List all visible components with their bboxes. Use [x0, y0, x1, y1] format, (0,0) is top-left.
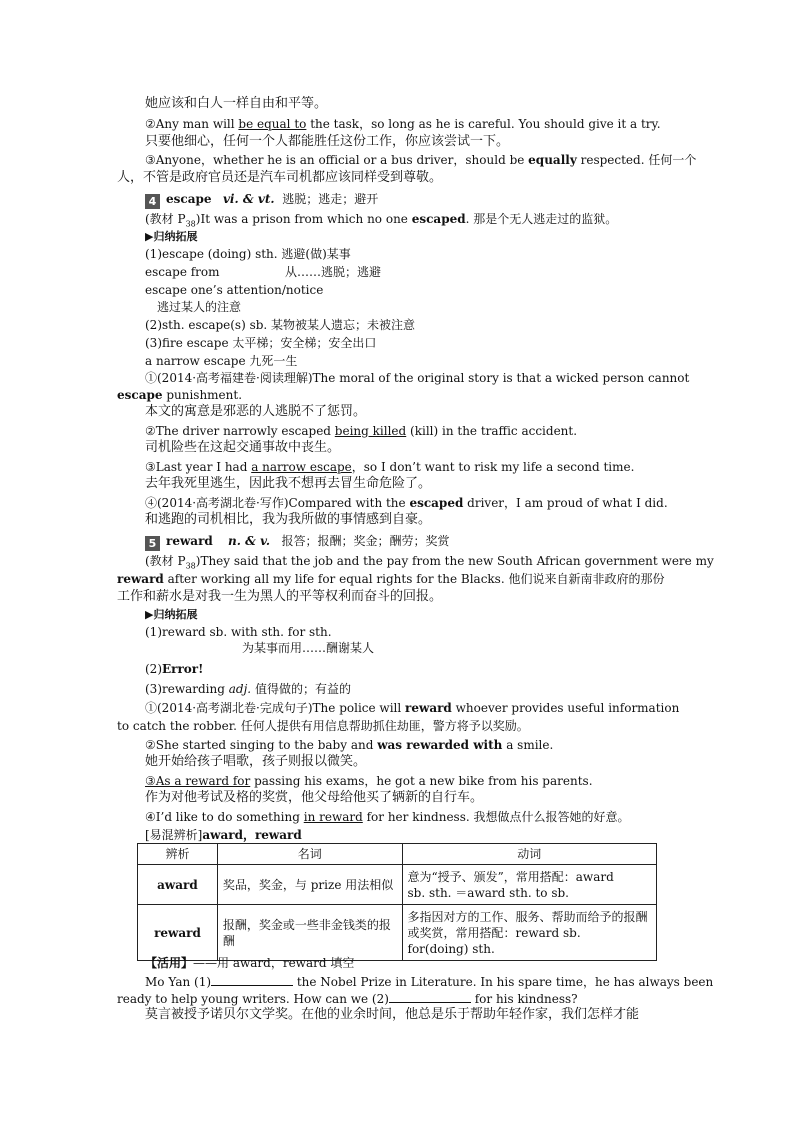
example-sentence: ④(2014·高考湖北卷·写作)Compared with the escaped driver，I am proud of what I did. [145, 496, 668, 510]
example-sentence: escape punishment. [117, 388, 243, 402]
table-cell-verb: 多指因对方的工作、服务、帮助而给予的报酬或奖赏，常用搭配：reward sb. for(doing) sth. [402, 905, 657, 961]
number-badge: 5 [145, 536, 160, 551]
entry-heading: 4 escape vi. & vt. 逃脱；逃走；避开 [145, 191, 378, 209]
phrase-line: escape from [145, 265, 220, 279]
text-line: 她应该和白人一样自由和平等。 [145, 96, 328, 111]
table-cell-verb: 意为“授予、颁发”，常用搭配：award sb. sth. ＝award sth. to sb. [402, 865, 657, 905]
phrase-meaning: 为某事而用……酬谢某人 [242, 641, 375, 655]
table-header: 动词 [402, 844, 657, 865]
answer-blank[interactable] [389, 990, 471, 1003]
phrase-line: (3)fire escape 太平梯；安全梯；安全出口 [145, 336, 377, 350]
example-translation: 和逃跑的司机相比，我为我所做的事情感到自豪。 [145, 512, 432, 527]
table-cell-word: award [138, 865, 218, 905]
example-sentence: ③Last year I had a narrow escape，so I don’t want to risk my life a second time. [145, 460, 635, 474]
table-cell-noun: 奖品，奖金，与 prize 用法相似 [217, 865, 402, 905]
example-translation: 她开始给孩子唱歌，孩子则报以微笑。 [145, 754, 367, 769]
example-sentence: ②Any man will be equal to the task，so long as he is careful. You should give it a try. [145, 117, 661, 131]
example-translation: 去年我死里逃生，因此我不想再去冒生命危险了。 [145, 476, 432, 491]
phrase-line: (1)reward sb. with sth. for sth. [145, 625, 332, 639]
summary-label: ▶归纳拓展 [145, 608, 198, 621]
phrase-line: a narrow escape 九死一生 [145, 354, 298, 368]
example-sentence: to catch the robber. 任何人提供有用信息帮助抓住劫匪，警方将予以奖励。 [117, 719, 529, 733]
phrase-meaning: 逃过某人的注意 [157, 300, 242, 314]
table-row [138, 865, 657, 905]
textbook-sentence: (教材 $P_{38})It$ was a prison from which no one escaped. 那是个无人逃走过的监狱。 [145, 212, 618, 229]
example-sentence: ①(2014·高考福建卷·阅读理解)The moral of the original story is that a wicked person cannot [145, 371, 690, 385]
phrase-meaning: 从……逃脱；逃避 [285, 265, 382, 279]
table-cell-noun: 报酬，奖金或一些非金钱类的报酬 [217, 905, 402, 961]
answer-blank[interactable] [211, 973, 293, 986]
practice-translation: 莫言被授予诺贝尔文学奖。在他的业余时间，他总是乐于帮助年轻作家，我们怎样才能 [145, 1007, 640, 1022]
textbook-translation: 工作和薪水是对我一生为黑人的平等权利而奋斗的回报。 [117, 589, 443, 604]
example-sentence: ③As a reward for passing his exams，he got a new bike from his parents. [145, 774, 593, 788]
textbook-sentence: (教材 $P_{38})They$ said that the job and the pay from the new South African government were my [145, 554, 714, 571]
practice-heading: 【活用】——用 award，reward 填空 [145, 956, 355, 970]
example-translation: 本文的寓意是邪恶的人逃脱不了惩罚。 [145, 404, 367, 419]
number-badge: 4 [145, 194, 160, 209]
example-sentence: ①(2014·高考湖北卷·完成句子)The police will reward whoever provides useful information [145, 701, 680, 715]
example-sentence: ②The driver narrowly escaped being killed (kill) in the traffic accident. [145, 424, 578, 438]
phrase-line: (2)Error! [145, 662, 204, 676]
example-translation: 只要他细心，任何一个人都能胜任这份工作，你应该尝试一下。 [145, 134, 510, 149]
phrase-line: escape one’s attention/notice [145, 283, 324, 297]
example-sentence: ④I’d like to do something in reward for her kindness. 我想做点什么报答她的好意。 [145, 810, 630, 824]
example-translation: 作为对他考试及格的奖赏，他父母给他买了辆新的自行车。 [145, 790, 484, 805]
example-sentence: ③Anyone，whether he is an official or a bus driver，should be equally respected. 任何一个 [145, 153, 697, 167]
phrase-line: (1)escape (doing) sth. 逃避(做)某事 [145, 247, 351, 261]
practice-line: ready to help young writers. How can we (2) for his kindness? [117, 992, 578, 1006]
comparison-table [137, 843, 657, 961]
summary-label: ▶归纳拓展 [145, 230, 198, 243]
textbook-sentence: reward after working all my life for equal rights for the Blacks. 他们说来自新南非政府的那份 [117, 572, 665, 586]
example-translation: 人，不管是政府官员还是汽车司机都应该同样受到尊敬。 [117, 170, 443, 185]
confusion-heading: [易混辨析]award，reward [145, 828, 302, 842]
table-header-row [138, 844, 657, 865]
example-sentence: ②She started singing to the baby and was rewarded with a smile. [145, 738, 554, 752]
table-cell-word: reward [138, 905, 218, 961]
phrase-line: (3)rewarding adj. 值得做的；有益的 [145, 682, 351, 696]
practice-line: Mo Yan (1) the Nobel Prize in Literature. In his spare time，he has always been [145, 975, 714, 989]
table-header: 名词 [217, 844, 402, 865]
example-translation: 司机险些在这起交通事故中丧生。 [145, 440, 341, 455]
table-row [138, 905, 657, 961]
table-header: 辨析 [138, 844, 218, 865]
entry-heading: 5 reward n. & v. 报答；报酬；奖金；酬劳；奖赏 [145, 533, 450, 551]
phrase-line: (2)sth. escape(s) sb. 某物被某人遗忘；未被注意 [145, 318, 416, 332]
